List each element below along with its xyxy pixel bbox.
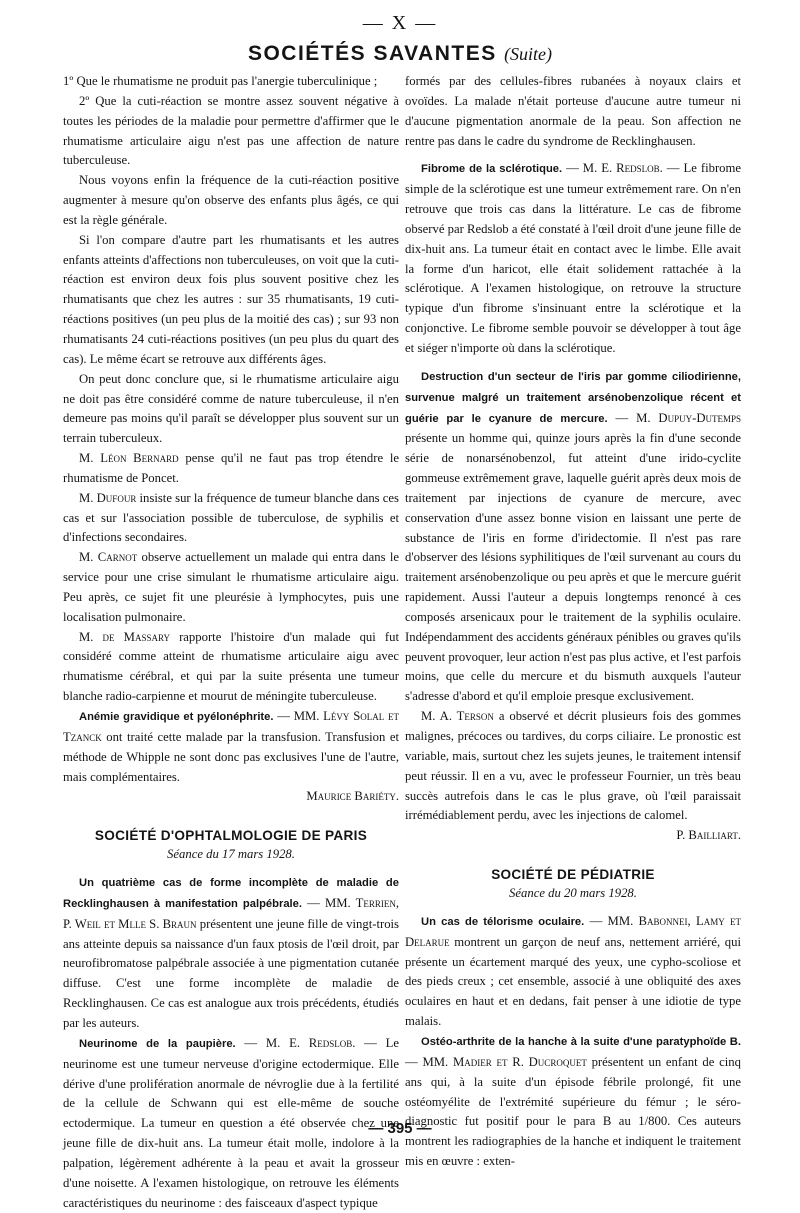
author-name: — MM. Madier et R. Ducroquet [405, 1054, 587, 1069]
running-title-text: SOCIÉTÉS SAVANTES [247, 42, 497, 65]
paragraph [405, 1032, 741, 1172]
paragraph: 1º Que le rhumatisme ne produit pas l'anergie tuberculinique ; [63, 74, 378, 88]
paper-title: Anémie gravidique et pyélonéphrite. [79, 711, 274, 723]
page-number: — 395 — [368, 1120, 432, 1137]
author-name: — MM. Lévy Solal et Tzanck [63, 709, 399, 744]
paragraph-text: rapporte l'histoire d'un malade qui fut considéré comme atteint de rhumatisme articulaire aigu avec rhumatisme cérébral, et qui par la suite présenta une tumeur blanche radio-carpienne et mourut de méningite tuberculeuse. [63, 629, 399, 704]
author-name: — MM. Terrien, P. Weil et Mlle S. Braun [63, 895, 399, 931]
paragraph [63, 707, 399, 787]
paragraph-text: ont traité cette malade par la transfusion. Transfusion et méthode de Whipple ne sont donc pas exclusives l'une de l'autre, mais complémentaires. [63, 729, 399, 784]
paragraph-text: présentent un enfant de cinq ans qui, à la suite d'un épisode fébrile prolongé, fit une ostéomyélite de l'extrémité supérieure du fémur ; le séro-diagnostic fut positif pour le para B au 1/800. Ces auteurs montrent les radiographies de la hanche et indiquent le traitement mis en œuvre : exten- [405, 1054, 741, 1169]
paper-title: Destruction d'un secteur de l'iris par gomme ciliodirienne, survenue malgré un traitement arsénobenzolique récent et guérie par le cyanure de mercure. [405, 370, 741, 425]
author-name: — M. Dupuy-Dutemps [607, 410, 741, 425]
author-name: — M. E. Redslob. [235, 1035, 356, 1050]
author-name: — M. E. Redslob. [562, 161, 663, 176]
author-name: M. Dufour [79, 490, 137, 505]
paragraph [405, 367, 741, 707]
author-name: M. A. Terson [421, 709, 494, 724]
paragraph: formés par des cellules-fibres rubanées à noyaux clairs et ovoïdes. La malade n'était porteuse d'aucune autre tumeur ni d'aucune pigmentation anormale de la peau. Son affection ne rentre pas dans le cadre du syndrome de Recklinghausen. [405, 74, 741, 148]
paragraph [63, 489, 399, 549]
paper-title: Un quatrième cas de forme incomplète de maladie de Recklinghausen à manifestation palpébrale. [63, 877, 399, 910]
left-column [63, 72, 399, 1213]
paragraph-text: — Le fibrome simple de la sclérotique est une tumeur extrêmement rare. On n'en retrouve que trois cas dans la littérature. Le cas de fibrome observé par Redslob a été constaté à l'œil droit d'une jeune fille de dix-huit ans. La tumeur était en contact avec le limbe. Elle avait la forme d'un haricot, elle était solidement rattachée à la sclérotique. A l'examen histologique, on retrouve la structure typique d'un fibrome s'insinuant entre la sclérotique et la conjonctive. Le fibrome semble pouvoir se développer à tout âge et siéger n'importe où dans la sclérotique. [405, 161, 742, 355]
section-date: Séance du 20 mars 1928. [509, 886, 637, 901]
signature: Maurice Bariéty. [306, 789, 399, 804]
running-title [0, 42, 800, 66]
author-name: M. de Massary [79, 629, 170, 644]
paragraph-text: pense qu'il ne faut pas trop étendre le rhumatisme de Poncet. [63, 451, 399, 485]
author-name: — MM. Babonnei, Lamy et Delarue [405, 913, 741, 949]
paragraph [405, 707, 741, 826]
running-title-suite: (Suite) [504, 44, 553, 64]
paragraph-text: présentent une jeune fille de vingt-trois ans atteinte depuis sa naissance d'un faux ptosis de l'œil droit, par neurofibromatose palpébrale associée à une pigmentation cutanée diffuse. C'est une forme incomplète de maladie de Recklinghausen. Ce cas est analogue aux trois précédents, étudiés par les auteurs. [63, 916, 399, 1030]
paragraph [63, 548, 399, 627]
paragraph: 2º Que la cuti-réaction se montre assez souvent négative à toutes les périodes de la maladie pour permettre d'affirmer que le rhumatisme articulaire aigu n'est pas une affection de nature tuberculeuse. [63, 93, 399, 168]
paragraph [63, 873, 399, 1034]
page-folio: — X — [362, 12, 438, 34]
paper-title: Neurinome de la paupière. [79, 1037, 236, 1050]
paragraph [405, 912, 741, 1032]
signature: P. Bailliart. [676, 828, 741, 843]
paragraph: On peut donc conclure que, si le rhumatisme articulaire aigu ne doit pas être considéré comme de nature tuberculeuse, il n'en demeure pas moins qu'il paraît se développer plus souvent sur un terrain tuberculeux. [63, 371, 399, 446]
paper-title: Un cas de télorisme oculaire. [421, 915, 585, 928]
paragraph-text: — Le neurinome est une tumeur nerveuse d'origine ectodermique. Elle dérive d'une prolifération anormale de névroglie due à la fertilité de la cellule de Schwann qui est elle-même de souche ectodermique. La tumeur en question a été observée chez une jeune fille de dix-huit ans. La tumeur était molle, indolore à la palpation, légèrement adhérente à la peau et avait la grosseur d'une noisette. A l'examen histologique, on retrouve les éléments caractéristiques du neurinome : des faisceaux d'aspect typique [63, 1035, 399, 1210]
author-name: M. Carnot [79, 550, 138, 565]
paragraph-text: insiste sur la fréquence de tumeur blanche dans ces cas et sur l'association possible de tuberculose, de syphilis et d'infections secondaires. [63, 490, 399, 545]
paper-title: Ostéo-arthrite de la hanche à la suite d'une paratyphoïde B. [421, 1035, 741, 1048]
section-date: Séance du 17 mars 1928. [167, 847, 295, 862]
author-name: M. Léon Bernard [79, 451, 179, 466]
section-title-pediatrie: SOCIÉTÉ DE PÉDIATRIE [491, 867, 655, 883]
paragraph-text: observe actuellement un malade qui entra dans le service pour une crise simulant le rhumatisme articulaire aigu. Peu après, ce sujet fit une pleurésie à lymphocytes, puis une localisation pulmonaire. [63, 550, 399, 624]
paragraph-text: présente un homme qui, quinze jours après la fin d'une seconde série de nonarsénobenzol, fut atteint d'une irido-cyclite gommeuse extrêmement grave, laquelle guérit après deux mois de traitement par injections de cyanure de mercure, avec conservation d'une assez bonne vision en laissant une perte de substance de l'iris en forme d'iridectomie. Il n'est pas rare d'observer des lésions syphilitiques de l'œil survenant au cours du traitement arsénobenzolique ou peu après et que le mercure guérit rapidement. Aussi l'auteur a depuis longtemps renoncé à ces composés arsenicaux pour le traitement de la syphilis oculaire. Indépendamment des accidents généraux pénibles ou graves qu'ils peuvent provoquer, leur action n'est pas plus active, et l'est parfois moins, que celle du mercure et du bismuth auxquels l'auteur s'adresse d'abord et qu'il emploie presque exclusivement. [405, 431, 741, 704]
paragraph-text: montrent un garçon de neuf ans, nettement arriéré, qui présente un écartement marqué des yeux, une cypho-scoliose et des pieds creux ; cet ensemble, associé à une obliquité des axes oculaires en haut et en dedans, fait penser à une idiotie de type malais. [405, 934, 741, 1029]
paragraph [63, 449, 399, 489]
right-column [405, 72, 741, 1172]
paragraph-text: a observé et décrit plusieurs fois des gommes malignes, précoces ou tardives, du corps ciliaire. Le pronostic est variable, mais, surtout chez les sujets jeunes, le traitement intensif peut réussir. Il en a vu, avec le professeur Fournier, un très beau succès autrefois dans le cas le plus grave, où l'œil paraissait irrémédiablement perdu, avec les injections de calomel. [405, 709, 741, 823]
paper-title: Fibrome de la sclérotique. [421, 163, 563, 176]
section-title-ophtalmologie: SOCIÉTÉ D'OPHTALMOLOGIE DE PARIS [94, 828, 368, 844]
paragraph [63, 628, 399, 707]
paragraph: Nous voyons enfin la fréquence de la cuti-réaction positive augmenter à mesure qu'on observe des enfants plus âgés, ce qui est la règle générale. [63, 173, 399, 227]
paragraph [405, 159, 741, 358]
paragraph: Si l'on compare d'autre part les rhumatisants et les autres enfants atteints d'affections non tuberculeuses, on voit que la cuti-réaction est environ deux fois plus souvent positive chez les rhumatisants que chez les autres : sur 35 rhumatisants, 19 cuti-réactions positives (un peu plus de la moitié des cas) ; sur 93 non rhumatisants 24 cuti-réactions positives (un peu plus du quart des cas). Le même écart se retrouve aux différents âges. [63, 232, 399, 366]
